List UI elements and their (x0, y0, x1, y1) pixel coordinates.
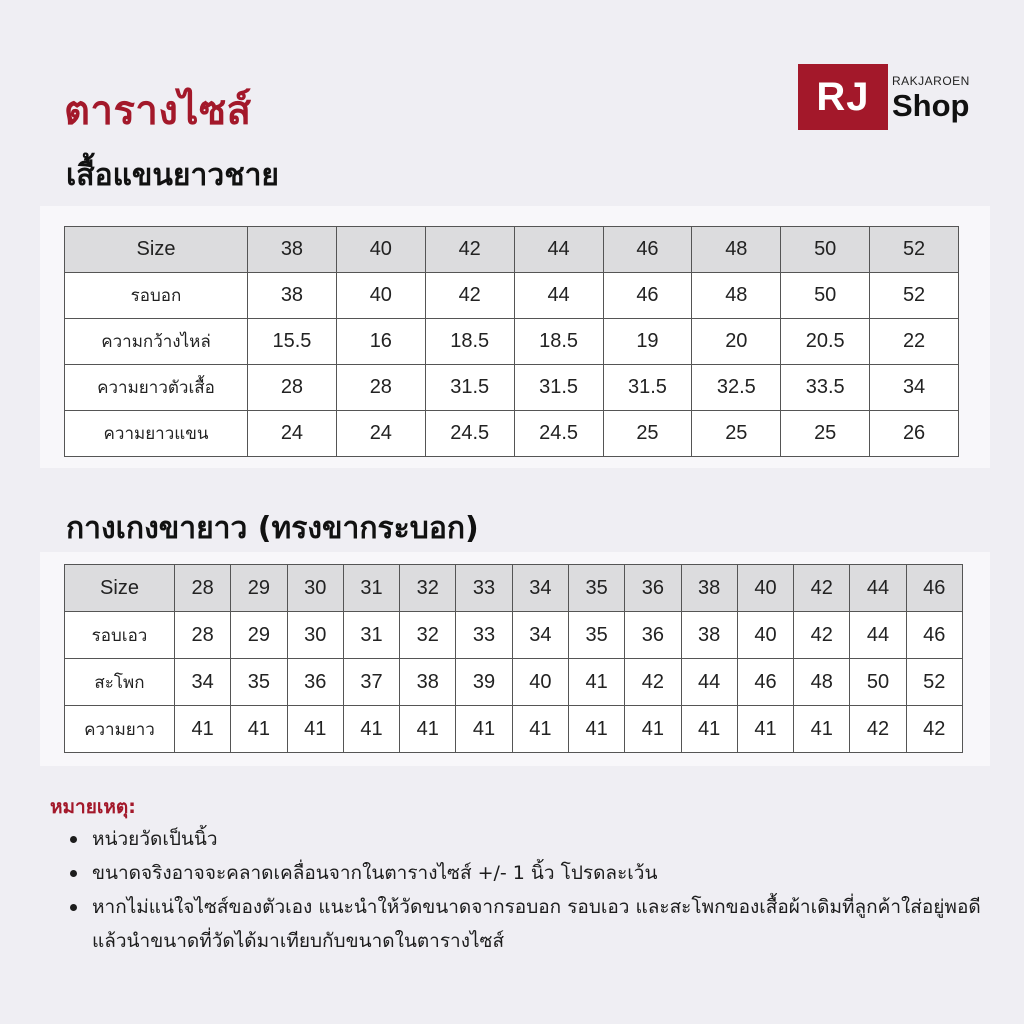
note-item: หากไม่แน่ใจไซส์ของตัวเอง แนะนำให้วัดขนาดจากรอบอก รอบเอว และสะโพกของเสื้อผ้าเดิมที่ลูกค้าใส่อยู่พอดี แล้วนำขนาดที่วัดได้มาเทียบกับขนาดในตารางไซส์ (66, 890, 996, 958)
table-row (65, 319, 959, 365)
value-cell: 35 (231, 659, 287, 706)
value-cell: 31.5 (603, 365, 692, 411)
logo-mark: RJ (798, 64, 888, 130)
value-cell: 24.5 (514, 411, 603, 457)
value-cell: 36 (287, 659, 343, 706)
logo-brand-name: RAKJAROEN (892, 74, 970, 88)
table-row (65, 659, 963, 706)
value-cell: 42 (850, 706, 906, 753)
value-cell: 25 (781, 411, 870, 457)
header-cell: 40 (737, 565, 793, 612)
value-cell: 41 (400, 706, 456, 753)
value-cell: 46 (603, 273, 692, 319)
header-cell: Size (65, 227, 248, 273)
value-cell: 35 (568, 612, 624, 659)
value-cell: 50 (850, 659, 906, 706)
value-cell: 41 (568, 659, 624, 706)
header-cell: 30 (287, 565, 343, 612)
value-cell: 20 (692, 319, 781, 365)
notes-list (66, 822, 996, 958)
header-cell: 35 (568, 565, 624, 612)
value-cell: 31 (343, 612, 399, 659)
value-cell: 46 (906, 612, 962, 659)
value-cell: 38 (681, 612, 737, 659)
value-cell: 24.5 (425, 411, 514, 457)
value-cell: 41 (287, 706, 343, 753)
value-cell: 28 (175, 612, 231, 659)
table-row (65, 612, 963, 659)
value-cell: 41 (175, 706, 231, 753)
value-cell: 42 (425, 273, 514, 319)
value-cell: 41 (456, 706, 512, 753)
value-cell: 33 (456, 612, 512, 659)
table-header-row (65, 227, 959, 273)
value-cell: 42 (625, 659, 681, 706)
header-cell: 32 (400, 565, 456, 612)
row-label-cell: สะโพก (65, 659, 175, 706)
value-cell: 41 (681, 706, 737, 753)
value-cell: 41 (512, 706, 568, 753)
notes-title: หมายเหตุ: (50, 796, 136, 818)
header-cell: 44 (514, 227, 603, 273)
value-cell: 28 (248, 365, 337, 411)
value-cell: 41 (231, 706, 287, 753)
logo-shop-text: Shop (892, 88, 970, 123)
value-cell: 20.5 (781, 319, 870, 365)
header-cell: 52 (870, 227, 959, 273)
value-cell: 32 (400, 612, 456, 659)
value-cell: 41 (625, 706, 681, 753)
row-label-cell: ความยาวตัวเสื้อ (65, 365, 248, 411)
value-cell: 41 (343, 706, 399, 753)
header-cell: 38 (248, 227, 337, 273)
pants-section-title: กางเกงขายาว (ทรงขากระบอก) (66, 511, 479, 546)
value-cell: 31.5 (425, 365, 514, 411)
header-cell: 46 (603, 227, 692, 273)
row-label-cell: ความกว้างไหล่ (65, 319, 248, 365)
brand-logo (798, 64, 988, 130)
value-cell: 50 (781, 273, 870, 319)
shirt-size-table (64, 226, 959, 457)
value-cell: 34 (512, 612, 568, 659)
table-row (65, 706, 963, 753)
value-cell: 32.5 (692, 365, 781, 411)
value-cell: 16 (336, 319, 425, 365)
header-cell: 33 (456, 565, 512, 612)
shirt-section-title: เสื้อแขนยาวชาย (66, 158, 279, 193)
value-cell: 26 (870, 411, 959, 457)
value-cell: 42 (794, 612, 850, 659)
value-cell: 40 (336, 273, 425, 319)
value-cell: 30 (287, 612, 343, 659)
header-cell: 46 (906, 565, 962, 612)
value-cell: 25 (603, 411, 692, 457)
row-label-cell: รอบอก (65, 273, 248, 319)
header-cell: 42 (425, 227, 514, 273)
value-cell: 37 (343, 659, 399, 706)
value-cell: 44 (681, 659, 737, 706)
value-cell: 44 (514, 273, 603, 319)
row-label-cell: ความยาวแขน (65, 411, 248, 457)
value-cell: 41 (794, 706, 850, 753)
table-row (65, 273, 959, 319)
value-cell: 48 (794, 659, 850, 706)
value-cell: 52 (870, 273, 959, 319)
header-cell: 29 (231, 565, 287, 612)
header-cell: 28 (175, 565, 231, 612)
value-cell: 24 (248, 411, 337, 457)
value-cell: 48 (692, 273, 781, 319)
header-cell: 38 (681, 565, 737, 612)
value-cell: 28 (336, 365, 425, 411)
value-cell: 22 (870, 319, 959, 365)
value-cell: 52 (906, 659, 962, 706)
header-cell: 34 (512, 565, 568, 612)
header-cell: 40 (336, 227, 425, 273)
value-cell: 29 (231, 612, 287, 659)
header-cell: 48 (692, 227, 781, 273)
header-cell: 36 (625, 565, 681, 612)
header-cell: 44 (850, 565, 906, 612)
value-cell: 34 (870, 365, 959, 411)
page-title: ตารางไซส์ (64, 88, 252, 134)
value-cell: 19 (603, 319, 692, 365)
header-cell: 50 (781, 227, 870, 273)
value-cell: 46 (737, 659, 793, 706)
row-label-cell: รอบเอว (65, 612, 175, 659)
value-cell: 36 (625, 612, 681, 659)
header-cell: 42 (794, 565, 850, 612)
value-cell: 44 (850, 612, 906, 659)
value-cell: 40 (737, 612, 793, 659)
header-cell: Size (65, 565, 175, 612)
pants-size-table (64, 564, 963, 753)
value-cell: 41 (568, 706, 624, 753)
value-cell: 42 (906, 706, 962, 753)
note-item: ขนาดจริงอาจจะคลาดเคลื่อนจากในตารางไซส์ +/- 1 นิ้ว โปรดละเว้น (66, 856, 996, 890)
table-row (65, 365, 959, 411)
value-cell: 41 (737, 706, 793, 753)
value-cell: 24 (336, 411, 425, 457)
value-cell: 25 (692, 411, 781, 457)
value-cell: 34 (175, 659, 231, 706)
value-cell: 38 (248, 273, 337, 319)
note-item: หน่วยวัดเป็นนิ้ว (66, 822, 996, 856)
table-header-row (65, 565, 963, 612)
value-cell: 31.5 (514, 365, 603, 411)
value-cell: 15.5 (248, 319, 337, 365)
value-cell: 18.5 (425, 319, 514, 365)
value-cell: 33.5 (781, 365, 870, 411)
header-cell: 31 (343, 565, 399, 612)
value-cell: 38 (400, 659, 456, 706)
row-label-cell: ความยาว (65, 706, 175, 753)
value-cell: 40 (512, 659, 568, 706)
value-cell: 39 (456, 659, 512, 706)
table-row (65, 411, 959, 457)
value-cell: 18.5 (514, 319, 603, 365)
